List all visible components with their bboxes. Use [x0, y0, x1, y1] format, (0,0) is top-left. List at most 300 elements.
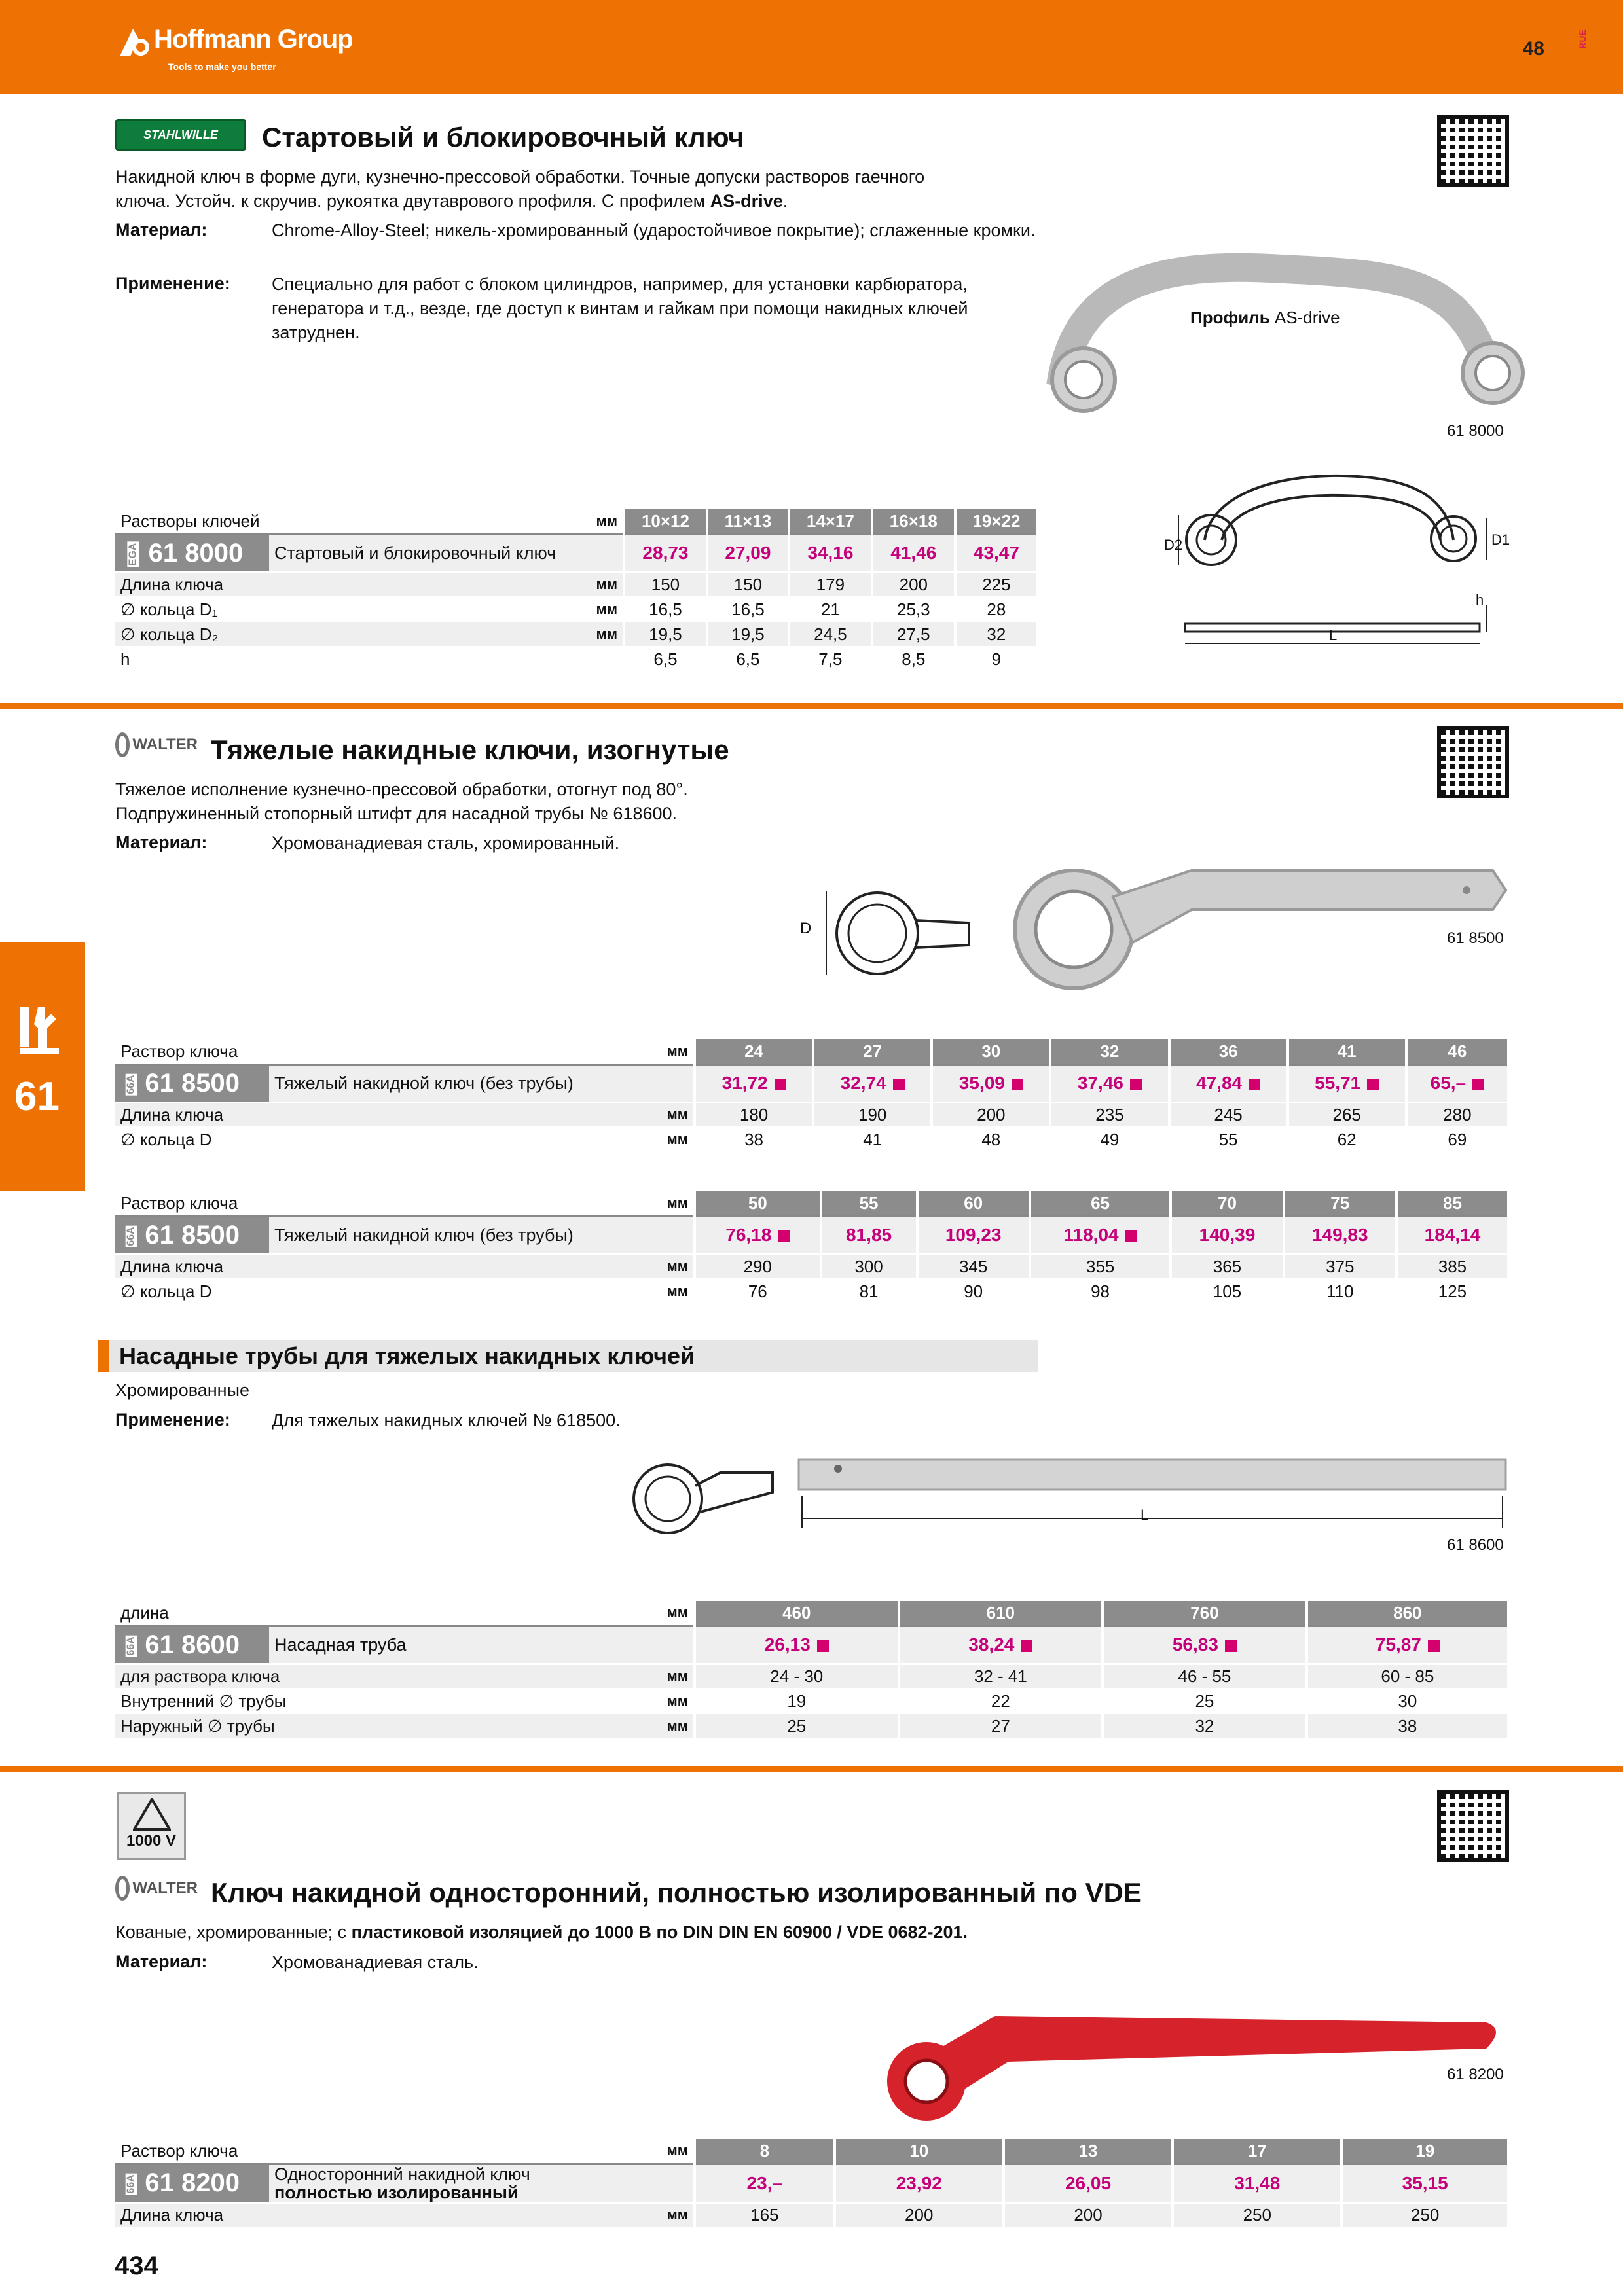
- section-divider: [0, 1766, 1623, 1772]
- size-cell: 50: [695, 1191, 821, 1216]
- table-cell: 225: [955, 572, 1036, 597]
- s3-title: Насадные трубы для тяжелых накидных ключей: [98, 1340, 1038, 1372]
- size-cell: 60: [917, 1191, 1030, 1216]
- table-cell: 245: [1169, 1102, 1288, 1127]
- vde-voltage: 1000 V: [126, 1832, 177, 1850]
- table-cell: 98: [1030, 1279, 1171, 1304]
- header-unit: мм: [544, 1039, 695, 1064]
- ega-badge: 66A: [125, 2174, 137, 2195]
- price-value: 56,83: [1172, 1634, 1218, 1655]
- price-cell[interactable]: [813, 1064, 932, 1102]
- table-cell: 55: [1169, 1127, 1288, 1152]
- header-label: Раствор ключа: [115, 1039, 544, 1064]
- size-cell: 70: [1171, 1191, 1283, 1216]
- row-unit: мм: [544, 1102, 695, 1127]
- article-code[interactable]: [115, 1064, 269, 1102]
- table-row: [115, 597, 1036, 622]
- table-cell: 165: [695, 2202, 835, 2227]
- size-cell: 17: [1173, 2139, 1341, 2164]
- table-header-row: [115, 509, 1036, 534]
- s2-intro-line1: Тяжелое исполнение кузнечно-прессовой обработки, отогнут под 80°.: [115, 780, 688, 799]
- row-unit: мм: [544, 1664, 695, 1689]
- table-cell: 200: [835, 2202, 1004, 2227]
- table-cell: 16,5: [707, 597, 789, 622]
- table-cell: 200: [932, 1102, 1050, 1127]
- chapter-tab: [0, 942, 85, 1191]
- table-cell: 345: [917, 1254, 1030, 1279]
- row-label: Длина ключа: [115, 2202, 544, 2227]
- s1-usage-label: Применение:: [115, 274, 230, 293]
- s3-usage-label: Применение:: [115, 1410, 230, 1429]
- row-label: Наружный ∅ трубы: [115, 1713, 544, 1738]
- table-cell: 25: [1103, 1689, 1307, 1713]
- table-cell: 62: [1288, 1127, 1406, 1152]
- table-cell: 76: [695, 1279, 821, 1304]
- table-header-row: [115, 1191, 1507, 1216]
- price-value: 118,04: [1063, 1225, 1119, 1245]
- size-cell: 65: [1030, 1191, 1171, 1216]
- price-cell[interactable]: [932, 1064, 1050, 1102]
- vde-badge: [117, 1792, 186, 1860]
- table-cell: 38: [1307, 1713, 1507, 1738]
- article-code[interactable]: [115, 534, 269, 572]
- row-label: ∅ кольца D: [115, 1279, 544, 1304]
- brand-tagline: Tools to make you better: [168, 62, 276, 72]
- article-code[interactable]: [115, 2164, 269, 2202]
- size-cell: 32: [1050, 1039, 1169, 1064]
- size-cell: 85: [1396, 1191, 1507, 1216]
- price-value: 38,24: [968, 1634, 1015, 1655]
- brand-name: Hoffmann Group: [154, 25, 353, 54]
- size-cell: 14×17: [789, 509, 872, 534]
- s1-spec-table: [115, 509, 1036, 672]
- price-value: 55,71: [1315, 1073, 1361, 1093]
- price-value: 31,72: [721, 1073, 768, 1093]
- table-row: [115, 1127, 1507, 1152]
- table-cell: 125: [1396, 1279, 1507, 1304]
- table-row: [115, 572, 1036, 597]
- table-cell: 30: [1307, 1689, 1507, 1713]
- table-cell: 49: [1050, 1127, 1169, 1152]
- stock-marker-icon: [1367, 1079, 1379, 1090]
- table-cell: 90: [917, 1279, 1030, 1304]
- article-number: 61 8600: [145, 1630, 240, 1659]
- stock-marker-icon: [778, 1230, 790, 1242]
- s2-material-text: Хромованадиевая сталь, хромированный.: [272, 833, 620, 853]
- ega-badge: 66A: [125, 1075, 137, 1094]
- table-cell: 22: [899, 1689, 1103, 1713]
- dim-l-label: L: [1140, 1507, 1149, 1523]
- s4-material-label: Материал:: [115, 1952, 208, 1971]
- price-value: 149,83: [1311, 1225, 1368, 1245]
- price-cell[interactable]: 43,47: [955, 534, 1036, 572]
- price-cell[interactable]: [1406, 1064, 1507, 1102]
- table-cell: 27: [899, 1713, 1103, 1738]
- article-row: [115, 1626, 1507, 1664]
- price-cell[interactable]: [1103, 1626, 1307, 1664]
- page-number-bottom: 434: [115, 2251, 158, 2280]
- stock-marker-icon: [893, 1079, 905, 1090]
- qr-code-icon[interactable]: [1437, 1790, 1509, 1862]
- table-cell: 200: [1004, 2202, 1173, 2227]
- s1-intro-line2-text: ключа. Устойч. к скручив. рукоятка двутаврового профиля. С профилем: [115, 191, 710, 211]
- table-cell: 27,5: [872, 622, 955, 647]
- table-cell: 300: [821, 1254, 917, 1279]
- article-row: [115, 1064, 1507, 1102]
- price-cell[interactable]: [1307, 1626, 1507, 1664]
- header-label: длина: [115, 1601, 544, 1626]
- table-cell: 46 - 55: [1103, 1664, 1307, 1689]
- s2-spec-table-1: [115, 1039, 1507, 1153]
- price-cell[interactable]: [1288, 1064, 1406, 1102]
- row-label: для раствора ключа: [115, 1664, 544, 1689]
- table-row: [115, 1713, 1507, 1738]
- s1-profile-bold: Профиль: [1190, 308, 1270, 327]
- price-cell[interactable]: 34,16: [789, 534, 872, 572]
- s1-material-text: Chrome-Alloy-Steel; никель-хромированный (ударостойчивое покрытие); сглаженные кромки.: [272, 221, 1036, 240]
- walter-brand-text: WALTER: [132, 736, 198, 753]
- article-number: 61 8500: [145, 1068, 240, 1098]
- header-label: Раствор ключа: [115, 1191, 544, 1216]
- size-cell: 760: [1103, 1601, 1307, 1626]
- table-cell: 21: [789, 597, 872, 622]
- s4-intro-bold: пластиковой изоляцией до 1000 В по DIN DIN EN 60900 / VDE 0682-201.: [351, 1922, 968, 1942]
- s4-title: Ключ накидной односторонний, полностью изолированный по VDE: [211, 1877, 1142, 1908]
- s1-title: Стартовый и блокировочный ключ: [262, 122, 744, 152]
- article-name: Насадная труба: [269, 1626, 695, 1664]
- table-cell: 19,5: [624, 622, 707, 647]
- row-unit: мм: [544, 2202, 695, 2227]
- walter-logo: [115, 1873, 198, 1903]
- header-label: Раствор ключа: [115, 2139, 544, 2164]
- page-number-top: 48: [1522, 38, 1544, 60]
- table-cell: 265: [1288, 1102, 1406, 1127]
- price-value: 32,74: [840, 1073, 886, 1093]
- article-code[interactable]: [115, 1216, 269, 1254]
- ega-badge: 66A: [125, 1227, 137, 1246]
- s1-profile-text: AS-drive: [1269, 308, 1340, 327]
- table-cell: 110: [1284, 1279, 1396, 1304]
- price-cell[interactable]: [695, 1626, 899, 1664]
- s1-usage-text: Специально для работ с блоком цилиндров, например, для установки карбюратора, генератора и т.д., везде, где доступ к винтам и гайкам при помощи накидных ключей затруднен.: [272, 274, 968, 342]
- size-cell: 55: [821, 1191, 917, 1216]
- row-label: h: [115, 647, 578, 672]
- price-cell[interactable]: 28,73: [624, 534, 707, 572]
- size-cell: 75: [1284, 1191, 1396, 1216]
- table-cell: 150: [707, 572, 789, 597]
- s1-intro-end: .: [782, 191, 788, 211]
- dim-d2-label: D2: [1164, 537, 1183, 553]
- row-label: Длина ключа: [115, 1102, 544, 1127]
- ega-badge: 66A: [125, 1636, 137, 1656]
- table-header-row: [115, 1601, 1507, 1626]
- qr-code-icon[interactable]: [1437, 726, 1509, 798]
- price-value: 76,18: [725, 1225, 772, 1245]
- table-cell: 179: [789, 572, 872, 597]
- table-cell: 190: [813, 1102, 932, 1127]
- article-name-line1: Односторонний накидной ключ: [274, 2164, 530, 2184]
- s4-material-text: Хромованадиевая сталь.: [272, 1952, 479, 1972]
- article-name: Тяжелый накидной ключ (без трубы): [269, 1216, 695, 1254]
- row-unit: [578, 647, 624, 672]
- price-cell[interactable]: [1171, 1216, 1283, 1254]
- dim-l-label: L: [1329, 627, 1338, 643]
- table-row: [115, 647, 1036, 672]
- size-cell: 460: [695, 1601, 899, 1626]
- s1-intro-bold: AS-drive: [710, 191, 783, 211]
- heavy-offset-key-image: [995, 844, 1519, 995]
- size-cell: 11×13: [707, 509, 789, 534]
- s2-material-label: Материал:: [115, 833, 208, 852]
- size-cell: 19: [1341, 2139, 1507, 2164]
- s3-image-ref: 61 8600: [1447, 1536, 1504, 1554]
- article-name: [269, 2164, 695, 2202]
- price-cell[interactable]: [917, 1216, 1030, 1254]
- price-value: 184,14: [1424, 1225, 1481, 1245]
- table-header-row: [115, 1039, 1507, 1064]
- chapter-number: 61: [14, 1074, 60, 1119]
- stock-marker-icon: [1012, 1079, 1023, 1090]
- price-value: 26,13: [764, 1634, 811, 1655]
- price-cell[interactable]: [1169, 1064, 1288, 1102]
- price-cell[interactable]: 35,15: [1341, 2164, 1507, 2202]
- s4-image-ref: 61 8200: [1447, 2066, 1504, 2083]
- ega-badge: EGA: [127, 543, 139, 566]
- stock-marker-icon: [1130, 1079, 1142, 1090]
- s2-spec-table-2: [115, 1191, 1507, 1304]
- price-cell[interactable]: 27,09: [707, 534, 789, 572]
- table-cell: 250: [1173, 2202, 1341, 2227]
- row-label: ∅ кольца D₂: [115, 622, 578, 647]
- size-cell: 610: [899, 1601, 1103, 1626]
- table-cell: 180: [695, 1102, 813, 1127]
- dim-d-label: D: [800, 920, 812, 937]
- price-cell[interactable]: [821, 1216, 917, 1254]
- table-cell: 32 - 41: [899, 1664, 1103, 1689]
- table-cell: 6,5: [707, 647, 789, 672]
- header-unit: мм: [544, 1191, 695, 1216]
- article-row: [115, 1216, 1507, 1254]
- header-unit: мм: [544, 2139, 695, 2164]
- table-cell: 48: [932, 1127, 1050, 1152]
- dim-h-label: h: [1476, 592, 1484, 608]
- table-row: [115, 1664, 1507, 1689]
- row-unit: мм: [578, 622, 624, 647]
- stock-marker-icon: [775, 1079, 786, 1090]
- s4-intro-text: Кованые, хромированные; с: [115, 1922, 352, 1942]
- start-key-image: [1034, 249, 1532, 419]
- s2-intro-line2: Подпружиненный стопорный штифт для насадной трубы № 618600.: [115, 804, 677, 823]
- s2-intro: [115, 778, 688, 826]
- table-cell: 235: [1050, 1102, 1169, 1127]
- size-cell: 860: [1307, 1601, 1507, 1626]
- stock-marker-icon: [1472, 1079, 1484, 1090]
- qr-code-icon[interactable]: [1437, 115, 1509, 187]
- vde-triangle-icon: [133, 1798, 171, 1831]
- table-cell: 250: [1341, 2202, 1507, 2227]
- size-cell: 41: [1288, 1039, 1406, 1064]
- row-unit: мм: [544, 1127, 695, 1152]
- stahlwille-logo: STAHLWILLE: [115, 119, 246, 151]
- s1-intro: [115, 165, 1045, 213]
- table-cell: 9: [955, 647, 1036, 672]
- table-cell: 41: [813, 1127, 932, 1152]
- table-cell: 32: [1103, 1713, 1307, 1738]
- table-cell: 25,3: [872, 597, 955, 622]
- table-cell: 25: [695, 1713, 899, 1738]
- s1-intro-line1: Накидной ключ в форме дуги, кузнечно-прессовой обработки. Точные допуски растворов гаечного: [115, 167, 925, 187]
- table-cell: 19,5: [707, 622, 789, 647]
- price-value: 140,39: [1199, 1225, 1256, 1245]
- price-cell[interactable]: [695, 1216, 821, 1254]
- table-cell: 290: [695, 1254, 821, 1279]
- price-cell[interactable]: 23,92: [835, 2164, 1004, 2202]
- row-unit: мм: [544, 1689, 695, 1713]
- price-cell[interactable]: [695, 1064, 813, 1102]
- article-name-line2: полностью изолированный: [274, 2182, 519, 2202]
- row-label: ∅ кольца D₁: [115, 597, 578, 622]
- row-unit: мм: [544, 1254, 695, 1279]
- row-label: Длина ключа: [115, 1254, 544, 1279]
- header-unit: мм: [578, 509, 624, 534]
- stock-marker-icon: [817, 1640, 829, 1652]
- walter-logo: [115, 730, 198, 760]
- table-cell: 150: [624, 572, 707, 597]
- stock-marker-icon: [1428, 1640, 1440, 1652]
- price-cell[interactable]: [1396, 1216, 1507, 1254]
- size-cell: 46: [1406, 1039, 1507, 1064]
- header-label: Растворы ключей: [115, 509, 578, 534]
- size-cell: 8: [695, 2139, 835, 2164]
- article-number: 61 8200: [145, 2168, 240, 2197]
- s1-material-label: Материал:: [115, 220, 208, 240]
- insulated-ring-key-image: [877, 1990, 1519, 2121]
- table-cell: 69: [1406, 1127, 1507, 1152]
- s2-image-ref: 61 8500: [1447, 929, 1504, 947]
- price-value: 47,84: [1196, 1073, 1243, 1093]
- header-unit: мм: [544, 1601, 695, 1626]
- extension-tube-image: [622, 1446, 1519, 1545]
- price-value: 109,23: [945, 1225, 1002, 1245]
- table-cell: 355: [1030, 1254, 1171, 1279]
- table-cell: 81: [821, 1279, 917, 1304]
- row-label: ∅ кольца D: [115, 1127, 544, 1152]
- table-cell: 24 - 30: [695, 1664, 899, 1689]
- stock-marker-icon: [1021, 1640, 1032, 1652]
- price-cell[interactable]: 26,05: [1004, 2164, 1173, 2202]
- table-row: [115, 1279, 1507, 1304]
- tools-icon: [18, 1005, 64, 1057]
- stock-marker-icon: [1249, 1079, 1260, 1090]
- s2-title: Тяжелые накидные ключи, изогнутые: [211, 734, 729, 765]
- price-cell[interactable]: 23,–: [695, 2164, 835, 2202]
- price-value: 35,09: [958, 1073, 1005, 1093]
- table-cell: 365: [1171, 1254, 1283, 1279]
- price-cell[interactable]: 41,46: [872, 534, 955, 572]
- language-code: RUE: [1577, 29, 1588, 49]
- price-cell[interactable]: 31,48: [1173, 2164, 1341, 2202]
- table-cell: 200: [872, 572, 955, 597]
- article-number: 61 8000: [148, 538, 244, 567]
- s1-profile-label: [1190, 308, 1340, 328]
- row-unit: мм: [578, 597, 624, 622]
- price-cell[interactable]: [1030, 1216, 1171, 1254]
- s3-usage-text: Для тяжелых накидных ключей № 618500.: [272, 1410, 621, 1430]
- table-header-row: [115, 2139, 1507, 2164]
- size-cell: 10: [835, 2139, 1004, 2164]
- size-cell: 19×22: [955, 509, 1036, 534]
- size-cell: 30: [932, 1039, 1050, 1064]
- row-unit: мм: [544, 1713, 695, 1738]
- price-cell[interactable]: [899, 1626, 1103, 1664]
- walter-ring-icon: [115, 1876, 130, 1901]
- article-name: Стартовый и блокировочный ключ: [269, 534, 624, 572]
- table-cell: 8,5: [872, 647, 955, 672]
- dim-d1-label: D1: [1491, 531, 1510, 548]
- table-cell: 60 - 85: [1307, 1664, 1507, 1689]
- table-cell: 6,5: [624, 647, 707, 672]
- table-row: [115, 2202, 1507, 2227]
- stock-marker-icon: [1125, 1230, 1137, 1242]
- table-cell: 28: [955, 597, 1036, 622]
- size-cell: 24: [695, 1039, 813, 1064]
- table-row: [115, 1689, 1507, 1713]
- row-label: Внутренний ∅ трубы: [115, 1689, 544, 1713]
- article-code[interactable]: [115, 1626, 269, 1664]
- stock-marker-icon: [1225, 1640, 1237, 1652]
- table-cell: 280: [1406, 1102, 1507, 1127]
- table-cell: 16,5: [624, 597, 707, 622]
- heavy-key-dimension-drawing: [792, 882, 989, 980]
- row-label: Длина ключа: [115, 572, 578, 597]
- table-cell: 385: [1396, 1254, 1507, 1279]
- hoffmann-logo-icon: [115, 25, 151, 59]
- table-row: [115, 1254, 1507, 1279]
- s4-intro: [115, 1920, 968, 1945]
- table-row: [115, 1102, 1507, 1127]
- price-cell[interactable]: [1050, 1064, 1169, 1102]
- price-value: 75,87: [1375, 1634, 1421, 1655]
- size-cell: 16×18: [872, 509, 955, 534]
- table-cell: 32: [955, 622, 1036, 647]
- s1-image-ref: 61 8000: [1447, 422, 1504, 440]
- section-divider: [0, 703, 1623, 709]
- s3-intro: Хромированные: [115, 1380, 250, 1400]
- price-value: 65,–: [1430, 1073, 1467, 1093]
- size-cell: 10×12: [624, 509, 707, 534]
- size-cell: 13: [1004, 2139, 1173, 2164]
- size-cell: 36: [1169, 1039, 1288, 1064]
- article-name: Тяжелый накидной ключ (без трубы): [269, 1064, 695, 1102]
- article-row: [115, 2164, 1507, 2202]
- article-row: [115, 534, 1036, 572]
- s4-spec-table: [115, 2139, 1507, 2228]
- price-cell[interactable]: [1284, 1216, 1396, 1254]
- table-cell: 24,5: [789, 622, 872, 647]
- article-number: 61 8500: [145, 1220, 240, 1249]
- table-cell: 375: [1284, 1254, 1396, 1279]
- table-cell: 19: [695, 1689, 899, 1713]
- table-cell: 7,5: [789, 647, 872, 672]
- row-unit: мм: [544, 1279, 695, 1304]
- size-cell: 27: [813, 1039, 932, 1064]
- walter-ring-icon: [115, 732, 130, 757]
- price-value: 37,46: [1077, 1073, 1123, 1093]
- table-row: [115, 622, 1036, 647]
- s3-spec-table: [115, 1601, 1507, 1739]
- s1-intro-line2: [115, 189, 1045, 213]
- row-unit: мм: [578, 572, 624, 597]
